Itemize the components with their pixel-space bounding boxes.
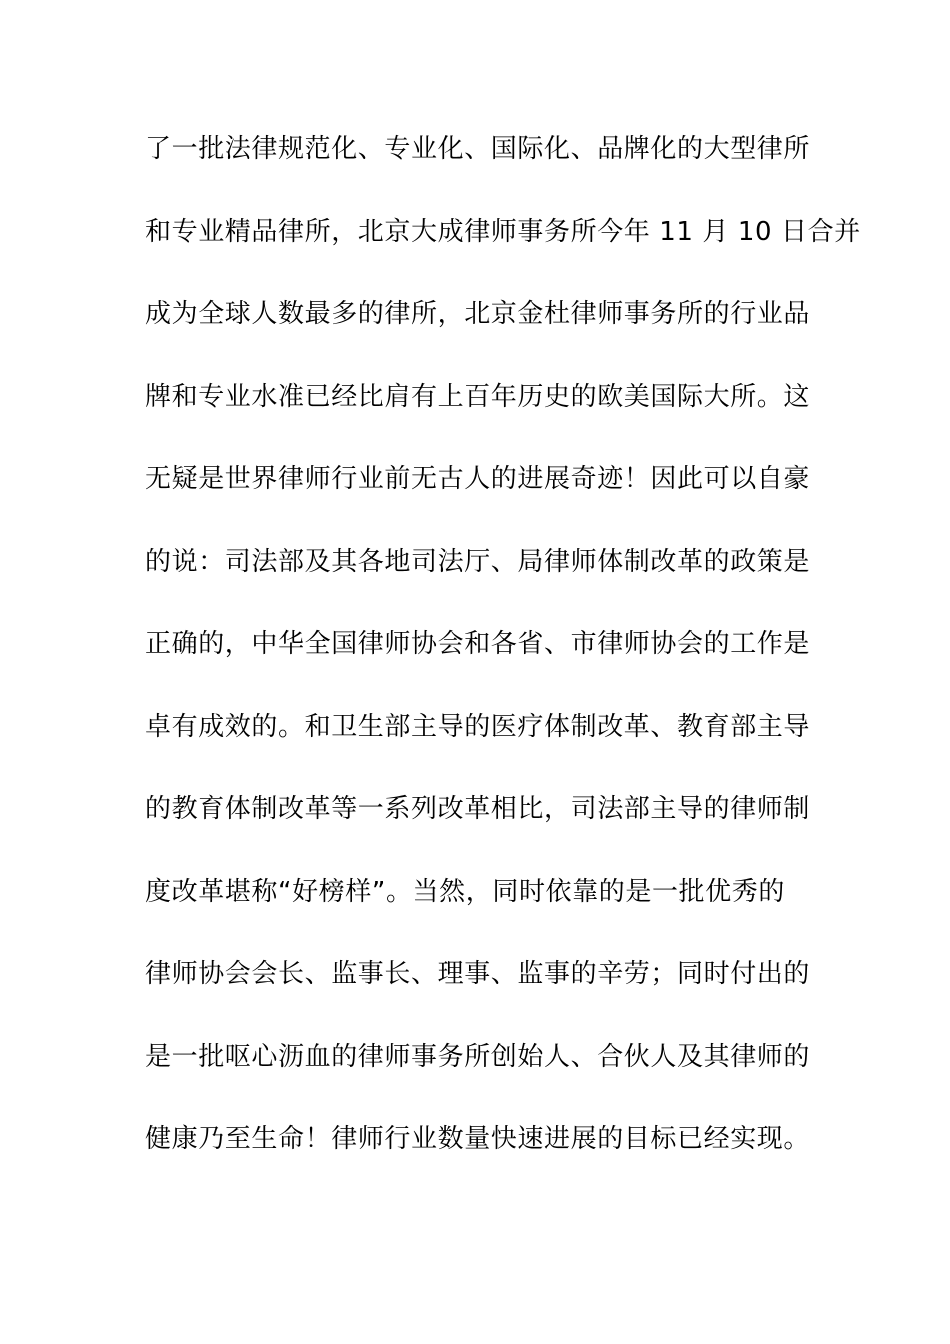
text-line: 健康乃至生命！律师行业数量快速进展的目标已经实现。: [145, 1124, 811, 1154]
text-line: 正确的，中华全国律师协会和各省、市律师协会的工作是: [145, 629, 811, 659]
text-line: 是一批呕心沥血的律师事务所创始人、合伙人及其律师的: [145, 1041, 811, 1072]
text-line: 成为全球人数最多的律所，北京金杜律师事务所的行业品: [145, 299, 811, 329]
text-line: 度改革堪称“好榜样”。当然，同时依靠的是一批优秀的: [145, 876, 785, 907]
text-line: 律师协会会长、监事长、理事、监事的辛劳；同时付出的: [145, 959, 811, 989]
text-line: 了一批法律规范化、专业化、国际化、品牌化的大型律所: [145, 134, 811, 164]
body-paragraph: [145, 126, 861, 1199]
text-line: 的教育体制改革等一系列改革相比，司法部主导的律师制: [145, 794, 811, 824]
text-line: 无疑是世界律师行业前无古人的进展奇迹！因此可以自豪: [145, 464, 811, 494]
text-line: 和专业精品律所，北京大成律师事务所今年 11 月 10 日合并: [145, 216, 861, 247]
text-line: 的说：司法部及其各地司法厅、局律师体制改革的政策是: [145, 546, 811, 577]
text-line: 牌和专业水准已经比肩有上百年历史的欧美国际大所。这: [145, 381, 811, 412]
text-line: 卓有成效的。和卫生部主导的医疗体制改革、教育部主导: [145, 711, 811, 742]
